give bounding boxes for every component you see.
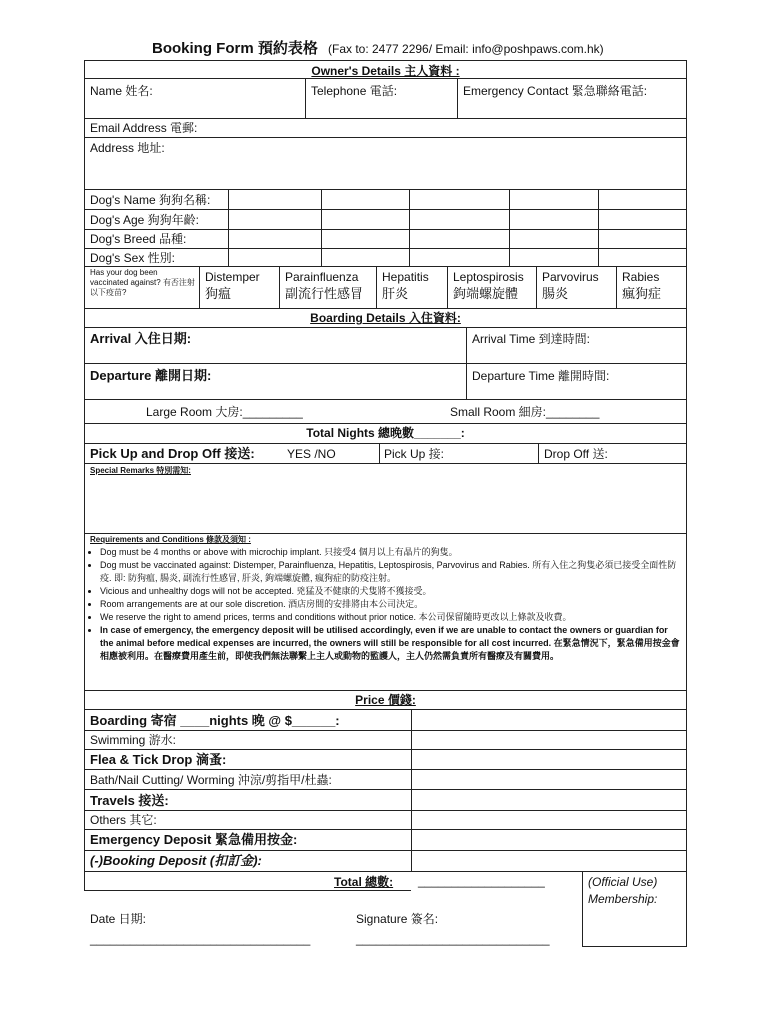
departure-date-field[interactable]: Departure 離開日期: — [90, 368, 212, 383]
price-booking-deposit-row[interactable]: (-)Booking Deposit (扣訂金): — [90, 853, 262, 868]
contact-info: (Fax to: 2477 2296/ Email: info@poshpaws.com.hk) — [328, 42, 604, 56]
requirement-item: • Vicious and unhealthy dogs will not be accepted. 兇猛及不健康的犬隻將不獲接受。 — [100, 585, 682, 598]
dog-name-field[interactable]: Dog's Name 狗狗名稱: — [90, 193, 211, 207]
pickup-dropoff-label: Pick Up and Drop Off 接送: — [90, 446, 255, 461]
emergency-contact-field[interactable]: Emergency Contact 緊急聯絡電話: — [463, 84, 648, 98]
price-swimming-row[interactable]: Swimming 游水: — [90, 733, 177, 747]
signature-label: Signature 簽名: — [356, 912, 439, 926]
vaccine-leptospirosis-en: Leptospirosis — [453, 270, 524, 284]
total-field[interactable]: ___________________ — [418, 874, 545, 888]
arrival-date-field[interactable]: Arrival 入住日期: — [90, 331, 192, 346]
pickup-field[interactable]: Pick Up 接: — [384, 447, 445, 461]
large-room-field[interactable]: Large Room 大房:_________ — [146, 405, 303, 419]
address-field[interactable]: Address 地址: — [90, 141, 165, 155]
small-room-field[interactable]: Small Room 細房:________ — [450, 405, 600, 419]
vaccine-distemper-en: Distemper — [205, 270, 260, 284]
requirement-emergency: • In case of emergency, the emergency deposit will be utilised accordingly, even if we are unable to contact the owners or guardian for the animal before medical expenses are incurred, the owners will still be responsible for all cost incurred. 在緊急情況下，緊急備用按金會相應被利用。在醫療費用產生前，即使我們無法聯繫上主人或動物的監護人，主人仍然需負責所有醫療及有關費用。 — [100, 624, 682, 663]
requirements-list — [90, 546, 682, 663]
price-flea-tick-row[interactable]: Flea & Tick Drop 滴蚤: — [90, 752, 227, 767]
dropoff-field[interactable]: Drop Off 送: — [544, 447, 608, 461]
vaccine-leptospirosis-zh: 鉤端螺旋體 — [453, 286, 519, 301]
price-emergency-deposit-row[interactable]: Emergency Deposit 緊急備用按金: — [90, 832, 298, 847]
name-field[interactable]: Name 姓名: — [90, 84, 153, 98]
price-others-row[interactable]: Others 其它: — [90, 813, 157, 827]
date-line[interactable]: _________________________________ — [90, 932, 311, 946]
price-boarding-row[interactable]: Boarding 寄宿 ____nights 晚 @ $______: — [90, 713, 340, 728]
vaccine-question: Has your dog been vaccinated against? 有否注射以下疫苗? — [90, 268, 195, 297]
official-use-label: (Official Use) — [588, 875, 658, 889]
email-field[interactable]: Email Address 電郵: — [90, 121, 198, 135]
arrival-time-field[interactable]: Arrival Time 到達時間: — [472, 332, 591, 346]
boarding-section-title: Boarding Details 入住資料: — [310, 311, 461, 325]
special-remarks-field[interactable]: Special Remarks 特別需知: — [90, 466, 191, 475]
vaccine-rabies-en: Rabies — [622, 270, 660, 284]
membership-field[interactable]: Membership: — [588, 892, 658, 906]
requirement-item: • Room arrangements are at our sole discretion. 酒店房間的安排將由本公司決定。 — [100, 598, 682, 611]
vaccine-parvovirus-en: Parvovirus — [542, 270, 599, 284]
requirement-item: • Dog must be 4 months or above with microchip implant. 只接受4 個月以上有晶片的狗隻。 — [100, 546, 682, 559]
vaccine-hepatitis-en: Hepatitis — [382, 270, 429, 284]
telephone-field[interactable]: Telephone 電話: — [311, 84, 398, 98]
signature-line[interactable]: _____________________________ — [356, 932, 550, 946]
vaccine-parvovirus-zh: 腸炎 — [542, 286, 569, 301]
form-title: Booking Form 預約表格 — [152, 40, 318, 57]
vaccine-parainfluenza-zh: 副流行性感冒 — [285, 286, 364, 301]
vaccine-parainfluenza-en: Parainfluenza — [285, 270, 359, 284]
total-label: Total 總數: — [334, 875, 394, 889]
requirement-item: • We reserve the right to amend prices, terms and conditions without prior notice. 本公司保留隨時更改以上條款及收費。 — [100, 611, 682, 624]
price-travels-row[interactable]: Travels 接送: — [90, 793, 169, 808]
requirements-title: Requirements and Conditions 條款及須知 : — [90, 535, 251, 544]
dog-sex-field[interactable]: Dog's Sex 性別: — [90, 251, 175, 265]
price-bath-row[interactable]: Bath/Nail Cutting/ Worming 沖涼/剪指甲/杜蟲: — [90, 773, 332, 787]
yes-no-option[interactable]: YES /NO — [287, 447, 336, 461]
vaccine-distemper-zh: 狗瘟 — [205, 286, 232, 301]
requirement-item: • Dog must be vaccinated against: Distemper, Parainfluenza, Hepatitis, Leptospirosis, Parvovirus and Rabies. 所有入住之狗隻必須已接受全面性防疫. 即: 防狗瘟, 腸炎, 副流行性感冒, 肝炎, 鉤端螺旋體, 瘋狗症的防疫注射。 — [100, 559, 682, 585]
dog-breed-field[interactable]: Dog's Breed 品種: — [90, 232, 187, 246]
frame-left — [84, 60, 85, 890]
frame-top — [84, 60, 687, 61]
date-label: Date 日期: — [90, 912, 147, 926]
price-section-title: Price 價錢: — [355, 693, 416, 707]
total-nights-field[interactable]: Total Nights 總晚數_______: — [306, 426, 465, 440]
vaccine-rabies-zh: 瘋狗症 — [622, 286, 662, 301]
departure-time-field[interactable]: Departure Time 離開時間: — [472, 369, 610, 383]
dog-age-field[interactable]: Dog's Age 狗狗年齡: — [90, 213, 199, 227]
vaccine-hepatitis-zh: 肝炎 — [382, 286, 409, 301]
owner-section-title: Owner's Details 主人資料 : — [311, 64, 460, 78]
